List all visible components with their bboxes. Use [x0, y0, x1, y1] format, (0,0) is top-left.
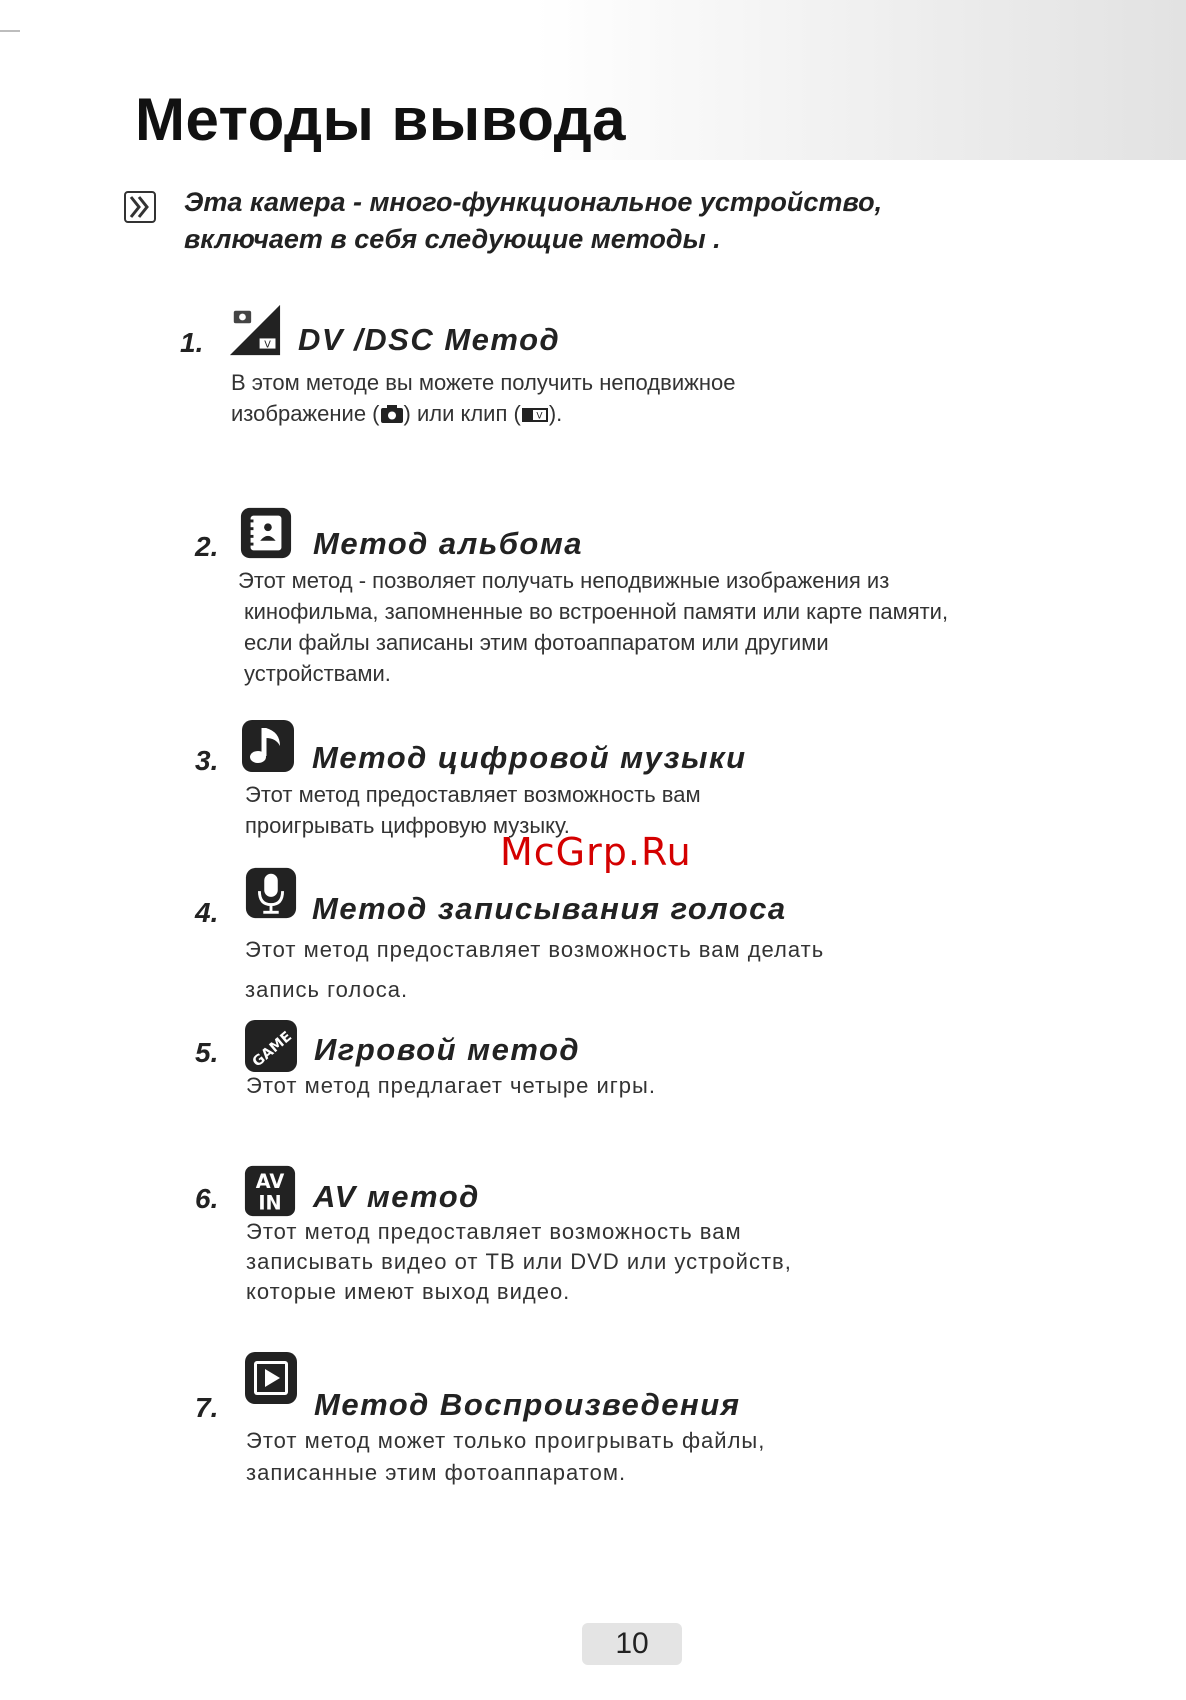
playback-icon — [243, 1350, 299, 1406]
item-number: 3. — [195, 745, 219, 776]
music-note-icon — [240, 718, 296, 774]
desc-line: кинофильма, запомненные во встроенной памяти или карте памяти, — [244, 599, 949, 624]
desc-line: Этот метод может только проигрывать файлы, — [246, 1428, 766, 1453]
item-number: 4. — [195, 897, 219, 928]
desc-line: Этот метод предоставляет возможность вам — [246, 1219, 742, 1244]
desc-line-part: ). — [548, 401, 563, 426]
av-in-icon — [243, 1164, 297, 1218]
item-title: Игровой метод — [314, 1032, 581, 1067]
item-number: 1. — [180, 327, 204, 358]
svg-text:V: V — [264, 339, 271, 351]
item-number: 5. — [195, 1037, 219, 1068]
corner-mark — [0, 0, 20, 32]
in-icon-text: IN — [258, 1191, 282, 1215]
desc-line-part: ) или клип ( — [403, 401, 521, 426]
desc-line: запись голоса. — [245, 977, 409, 1002]
item-number: 6. — [195, 1183, 219, 1214]
page-number: 10 — [582, 1623, 682, 1665]
item-title: Метод Воспроизведения — [314, 1387, 741, 1422]
item-description — [246, 1425, 765, 1489]
intro-text — [184, 184, 1084, 258]
double-chevron-right-icon — [124, 191, 156, 223]
desc-line: Этот метод предлагает четыре игры. — [246, 1073, 656, 1098]
page-title: Методы вывода — [135, 86, 627, 153]
item-number: 7. — [195, 1392, 219, 1423]
dv-dsc-mode-icon — [228, 303, 282, 357]
intro-line-2: включает в себя следующие методы . — [184, 224, 721, 254]
item-number: 2. — [195, 531, 219, 562]
video-clip-icon — [521, 406, 549, 424]
microphone-icon — [244, 866, 298, 920]
desc-line: записывать видео от ТВ или DVD или устройств, — [246, 1249, 792, 1274]
desc-line — [231, 398, 735, 429]
game-icon-text: GAME — [249, 1028, 295, 1071]
svg-text:V: V — [536, 411, 543, 422]
desc-line: устройствами. — [244, 661, 391, 686]
item-description — [238, 565, 948, 689]
item-title: Метод цифровой музыки — [312, 740, 747, 775]
desc-line: которые имеют выход видео. — [246, 1279, 571, 1304]
desc-line-part: изображение ( — [231, 401, 380, 426]
item-title: DV /DSC Метод — [298, 322, 561, 357]
item-title: Метод альбома — [313, 526, 584, 561]
desc-line: проигрывать цифровую музыку. — [245, 813, 570, 838]
item-title: AV метод — [313, 1179, 480, 1214]
desc-line: В этом методе вы можете получить неподвижное — [231, 370, 736, 395]
album-icon — [239, 506, 293, 560]
item-description — [245, 930, 824, 1010]
desc-line: Этот метод предоставляет возможность вам делать — [245, 937, 825, 962]
item-description — [246, 1217, 792, 1307]
item-description — [231, 367, 735, 429]
camera-icon — [380, 404, 404, 424]
desc-line: Этот метод - позволяет получать неподвижные изображения из — [238, 568, 890, 593]
item-title: Метод записывания голоса — [312, 891, 787, 926]
desc-line: если файлы записаны этим фотоаппаратом или другими — [244, 630, 829, 655]
desc-line: записанные этим фотоаппаратом. — [246, 1460, 627, 1485]
game-icon — [243, 1018, 299, 1074]
av-icon-text: AV — [255, 1170, 285, 1194]
desc-line: Этот метод предоставляет возможность вам — [245, 782, 701, 807]
intro-line-1: Эта камера - много-функциональное устройство, — [184, 187, 883, 217]
item-description — [246, 1070, 656, 1101]
watermark: McGrp.Ru — [500, 830, 692, 874]
